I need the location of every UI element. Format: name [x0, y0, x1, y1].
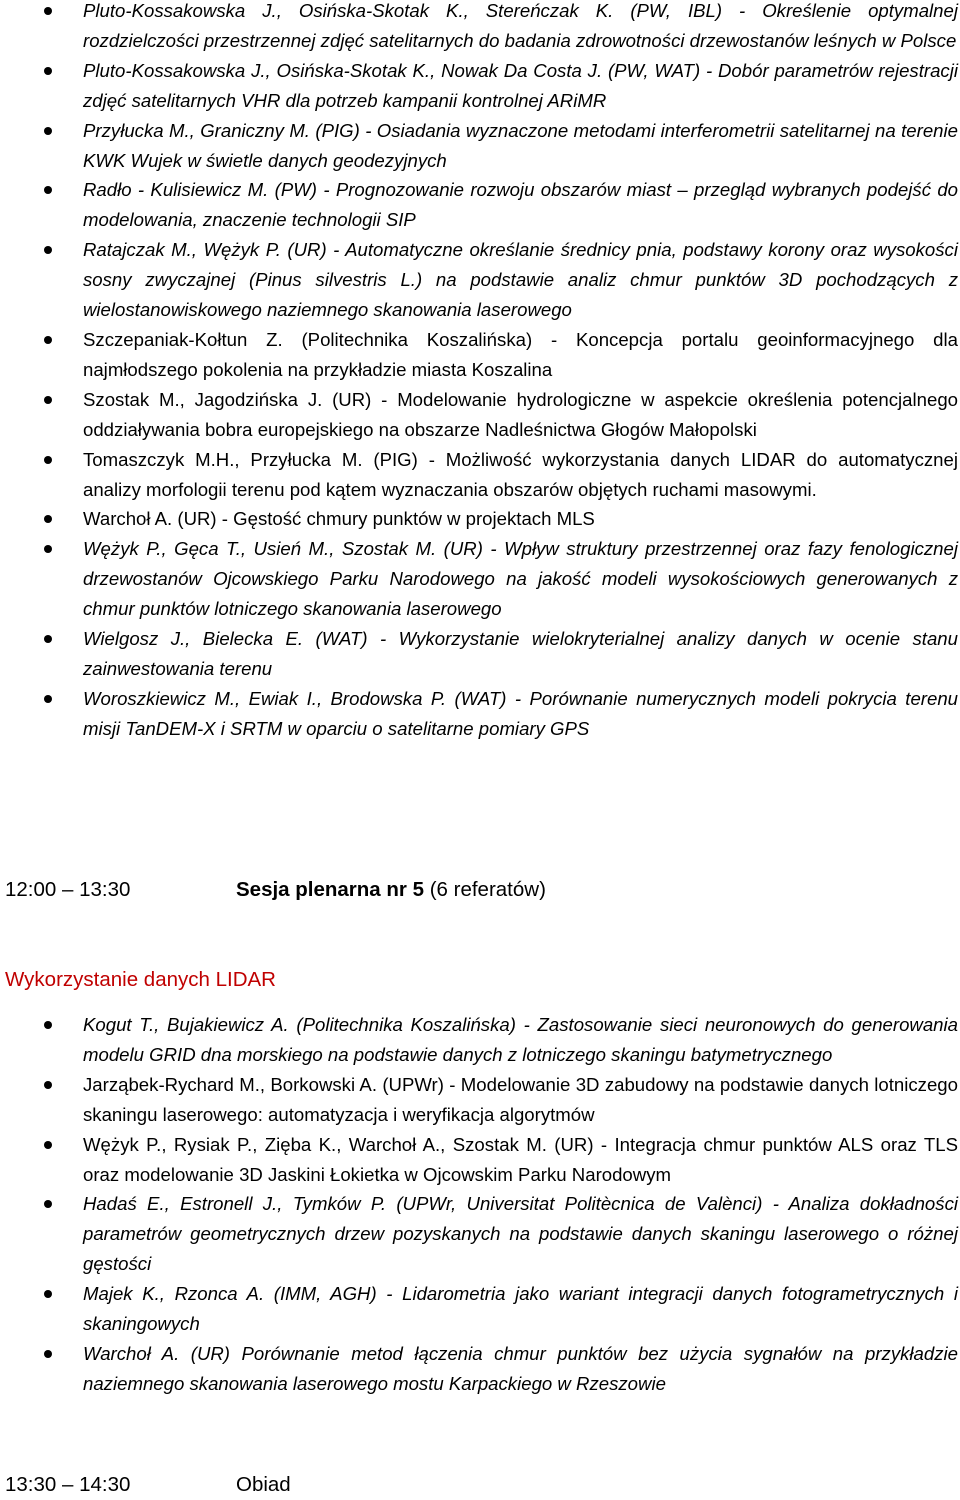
bullet-icon	[44, 7, 52, 15]
list-item	[0, 1070, 960, 1130]
bullet-icon	[44, 1350, 52, 1358]
bullet-icon	[44, 635, 52, 643]
list-item	[0, 175, 960, 235]
bullet-icon	[44, 67, 52, 75]
list-item-text: Kogut T., Bujakiewicz A. (Politechnika Koszalińska) - Zastosowanie sieci neuronowych do generowania modelu GRID dna morskiego na podstawie danych z lotniczego skaningu batymetrycznego	[83, 1014, 958, 1065]
list-item	[0, 1339, 960, 1399]
list-item	[0, 116, 960, 176]
bullet-icon	[44, 1021, 52, 1029]
list-item	[0, 445, 960, 505]
list-item-text: Przyłucka M., Graniczny M. (PIG) - Osiadania wyznaczone metodami interferometrii satelitarnej na terenie KWK Wujek w świetle danych geodezyjnych	[83, 119, 958, 171]
bullet-icon	[44, 246, 52, 254]
list-item	[0, 0, 960, 56]
bullet-icon	[44, 545, 52, 553]
session-title: Sesja plenarna nr 5	[236, 878, 425, 901]
list-item-text: Warchoł A. (UR) Porównanie metod łączenia chmur punktów bez użycia sygnałów na przykładzie naziemnego skanowania laserowego mostu Karpackiego w Rzeszowie	[83, 1342, 958, 1394]
bullet-icon	[44, 1081, 52, 1089]
session-time: 12:00 – 13:30	[5, 878, 131, 901]
list-item-text: Wężyk P., Rysiak P., Zięba K., Warchoł A., Szostak M. (UR) - Integracja chmur punktów ALS oraz TLS oraz modelowanie 3D Jaskini Łokietka w Ojcowskim Parku Narodowym	[83, 1133, 958, 1185]
list-item-text: Szostak M., Jagodzińska J. (UR) - Modelowanie hydrologiczne w aspekcie określenia potencjalnego oddziaływania bobra europejskiego na obszarze Nadleśnictwa Głogów Małopolski	[83, 388, 958, 440]
session-note: (6 referatów)	[424, 878, 546, 901]
list-item	[0, 1010, 960, 1070]
section-heading: Wykorzystanie danych LIDAR	[5, 968, 276, 991]
list-item	[0, 534, 960, 624]
bullet-icon	[44, 456, 52, 464]
bullet-icon	[44, 186, 52, 194]
list-item-text: Radło - Kulisiewicz M. (PW) - Prognozowanie rozwoju obszarów miast – przegląd wybranych podejść do modelowania, znaczenie technologii SIP	[83, 179, 958, 231]
session-time: 13:30 – 14:30	[5, 1473, 131, 1496]
bullet-icon	[44, 396, 52, 404]
lidar-abstract-list	[0, 1010, 960, 1399]
list-item-text: Tomaszczyk M.H., Przyłucka M. (PIG) - Możliwość wykorzystania danych LIDAR do automatycznej analizy morfologii terenu pod kątem wyznaczania obszarów objętych ruchami masowymi.	[83, 448, 958, 500]
list-item-text: Szczepaniak-Kołtun Z. (Politechnika Koszalińska) - Koncepcja portalu geoinformacyjnego dla najmłodszego pokolenia na przykładzie miasta Koszalina	[83, 328, 958, 380]
list-item	[0, 385, 960, 445]
list-item-text: Hadaś E., Estronell J., Tymków P. (UPWr, Universitat Politècnica de Valènci) - Analiza dokładności parametrów geometrycznych drzew pozyskanych na podstawie danych skaningu laserowego o różnej gęstości	[83, 1193, 958, 1275]
list-item	[0, 1189, 960, 1279]
bullet-icon	[44, 515, 52, 523]
list-item-text: Jarząbek-Rychard M., Borkowski A. (UPWr) - Modelowanie 3D zabudowy na podstawie danych lotniczego skaningu laserowego: automatyzacja i weryfikacja algorytmów	[83, 1073, 958, 1125]
list-item-text: Warchoł A. (UR) - Gęstość chmury punktów w projektach MLS	[83, 508, 595, 530]
list-item	[0, 56, 960, 116]
list-item-text: Pluto-Kossakowska J., Osińska-Skotak K., Stereńczak K. (PW, IBL) - Określenie optymalnej rozdzielczości przestrzennej zdjęć satelitarnych do badania zdrowotności drzewostanów leśnych w Polsce	[83, 0, 958, 51]
bullet-icon	[44, 695, 52, 703]
list-item-text: Wężyk P., Gęca T., Usień M., Szostak M. (UR) - Wpływ struktury przestrzennej oraz fazy fenologicznej drzewostanów Ojcowskiego Parku Narodowego na jakość modeli wysokościowych generowanych z chmur punktów lotniczego skanowania laserowego	[83, 538, 958, 620]
list-item	[0, 325, 960, 385]
list-item-text: Pluto-Kossakowska J., Osińska-Skotak K., Nowak Da Costa J. (PW, WAT) - Dobór parametrów rejestracji zdjęć satelitarnych VHR dla potrzeb kampanii kontrolnej ARiMR	[83, 59, 958, 111]
bullet-icon	[44, 1200, 52, 1208]
list-item	[0, 1279, 960, 1339]
list-item	[0, 684, 960, 744]
list-item-text: Wielgosz J., Bielecka E. (WAT) - Wykorzystanie wielokryterialnej analizy danych w ocenie stanu zainwestowania terenu	[83, 628, 958, 679]
list-item	[0, 235, 960, 325]
list-item	[0, 1130, 960, 1190]
bullet-icon	[44, 1141, 52, 1149]
bullet-icon	[44, 127, 52, 135]
session-title: Obiad	[236, 1473, 291, 1496]
list-item-text: Ratajczak M., Wężyk P. (UR) - Automatyczne określanie średnicy pnia, podstawy korony oraz wysokości sosny zwyczajnej (Pinus silvestris L.) na podstawie analiz chmur punktów 3D pochodzących z wielostanowiskowego naziemnego skanowania laserowego	[83, 239, 958, 321]
list-item	[0, 504, 960, 534]
bullet-icon	[44, 336, 52, 344]
list-item	[0, 624, 960, 684]
list-item-text: Woroszkiewicz M., Ewiak I., Brodowska P. (WAT) - Porównanie numerycznych modeli pokrycia terenu misji TanDEM-X i SRTM w oparciu o satelitarne pomiary GPS	[83, 687, 958, 739]
abstract-list	[0, 0, 960, 744]
bullet-icon	[44, 1290, 52, 1298]
list-item-text: Majek K., Rzonca A. (IMM, AGH) - Lidarometria jako wariant integracji danych fotogrametrycznych i skaningowych	[83, 1283, 958, 1335]
plenary-session-row	[5, 875, 546, 905]
